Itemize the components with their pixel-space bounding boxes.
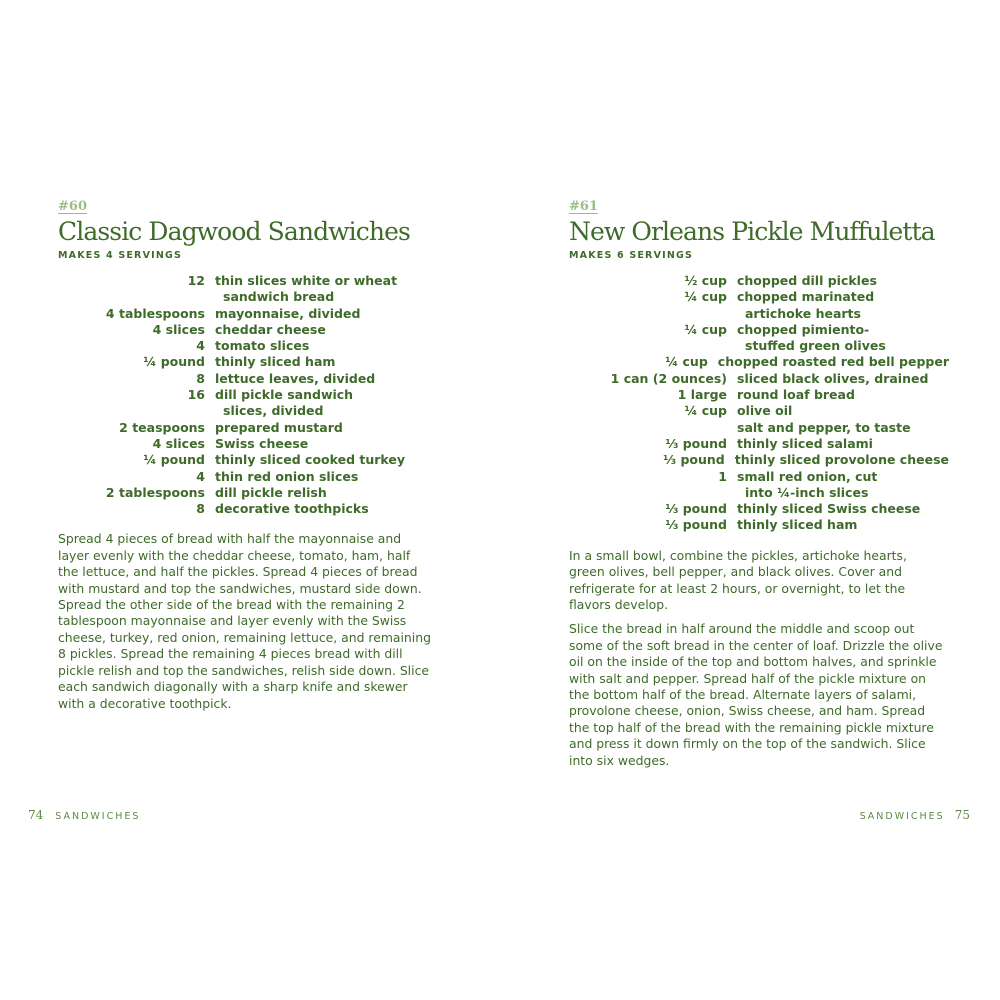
ingredient-name-line: thinly sliced cooked turkey [215,452,406,468]
ingredient-row [569,354,949,370]
ingredient-quantity [569,420,737,436]
section-name: SANDWICHES [55,811,141,822]
ingredient-quantity: ¼ pound [143,452,205,468]
ingredient-quantity: 2 tablespoons [105,484,205,500]
page-footer [860,808,970,822]
ingredient-name-line: decorative toothpicks [215,501,369,517]
ingredient-name [718,354,949,370]
ingredient-name [737,469,949,502]
ingredient-name [215,501,438,517]
page-number: 74 [28,808,44,822]
ingredient-name-line: slices, divided [223,403,324,419]
method-text [569,548,944,769]
right-page [500,0,1000,1000]
ingredient-row [569,403,949,419]
ingredient-name [215,452,438,468]
ingredient-row [58,485,438,501]
ingredient-name-line: sliced black olives, drained [737,370,929,386]
recipe-number: #60 [58,199,87,214]
ingredient-name [737,289,949,322]
ingredient-name [215,436,438,452]
recipe-title: New Orleans Pickle Muffuletta [569,217,935,246]
ingredient-quantity: 8 [196,501,205,517]
ingredient-row [569,322,949,355]
ingredient-quantity: 1 large [677,387,727,403]
ingredient-row [58,306,438,322]
ingredient-row [569,452,949,468]
ingredient-row [58,469,438,485]
ingredient-name-line: into ¼-inch slices [745,484,869,500]
ingredient-quantity: 4 slices [152,435,205,451]
ingredient-name-line: salt and pepper, to taste [737,419,911,435]
recipe-60 [58,199,438,720]
ingredient-row [569,517,949,533]
page-number: 75 [954,808,970,822]
method-paragraph: In a small bowl, combine the pickles, artichoke hearts, green olives, bell pepper, and black olives. Cover and refrigerate for at least 2 hours, or overnight, to let the flavors develop. [569,547,907,612]
ingredient-name [737,403,949,419]
ingredient-name-line: chopped dill pickles [737,273,877,288]
ingredient-name-line: small red onion, cut [737,468,878,484]
ingredient-name [737,436,949,452]
ingredient-row [569,273,949,289]
ingredient-row [569,371,949,387]
ingredient-name [737,420,949,436]
ingredient-name [215,338,438,354]
ingredient-row [58,371,438,387]
recipe-number: #61 [569,199,598,214]
ingredient-quantity: 1 [718,468,727,484]
ingredient-name-line: thinly sliced Swiss cheese [737,501,921,517]
ingredient-name-line: artichoke hearts [745,305,861,321]
ingredient-quantity: 16 [187,387,205,403]
ingredient-name-line: prepared mustard [215,419,343,435]
ingredient-name [735,452,949,468]
ingredient-quantity: ¼ cup [684,403,727,419]
ingredient-name-line: olive oil [737,403,793,419]
ingredient-row [58,338,438,354]
ingredient-quantity: 8 [196,370,205,386]
ingredient-name-line: thin slices white or wheat [215,273,398,288]
ingredient-name [215,485,438,501]
ingredient-name [215,273,438,306]
ingredient-quantity: ½ cup [684,273,727,288]
ingredient-row [58,501,438,517]
ingredient-name [737,273,949,289]
servings-label: MAKES 4 SERVINGS [58,250,183,261]
ingredient-name [215,322,438,338]
section-name: SANDWICHES [859,811,945,822]
ingredient-list [569,273,949,534]
ingredient-row [58,436,438,452]
servings-label: MAKES 6 SERVINGS [569,250,694,261]
ingredient-name-line: thinly sliced ham [737,517,858,533]
ingredient-list [58,273,438,517]
ingredient-name-line: thinly sliced ham [215,354,336,370]
ingredient-name-line: tomato slices [215,338,310,354]
ingredient-row [58,452,438,468]
ingredient-name-line: thinly sliced provolone cheese [734,452,949,468]
method-text [58,531,433,711]
ingredient-name-line: chopped marinated [737,289,875,305]
ingredient-name-line: dill pickle sandwich [215,387,354,403]
ingredient-name-line: thin red onion slices [215,468,359,484]
ingredient-quantity: 1 can (2 ounces) [610,370,727,386]
ingredient-quantity: ⅓ pound [663,452,725,468]
ingredient-name-line: lettuce leaves, divided [215,370,376,386]
method-paragraph: Spread 4 pieces of bread with half the mayonnaise and layer evenly with the cheddar cheese, tomato, ham, half the lettuce, and half the pickles. Spread 4 pieces of bread with mustard and top the sandwiches, mustard side down. Spread the other side of the bread with the remaining 2 tablespoon mayonnaise and layer evenly with the Swiss cheese, turkey, red onion, remaining lettuce, and remaining 8 pickles. Spread the remaining 4 pieces bread with dill pickle relish and top the sandwiches, relish side down. Slice each sandwich diagonally with a sharp knife and skewer with a decorative toothpick. [58,531,431,711]
ingredient-name [215,354,438,370]
ingredient-quantity: 4 [196,468,205,484]
ingredient-name-line: chopped roasted red bell pepper [717,354,949,370]
ingredient-name [737,501,949,517]
page-footer [28,808,140,822]
ingredient-quantity: 12 [187,273,205,288]
ingredient-row [569,420,949,436]
ingredient-row [569,501,949,517]
ingredient-quantity: 4 slices [152,321,205,337]
ingredient-quantity: ¼ cup [684,321,727,337]
ingredient-name-line: dill pickle relish [215,484,327,500]
ingredient-name [215,420,438,436]
ingredient-row [58,273,438,306]
ingredient-row [58,322,438,338]
ingredient-name [215,371,438,387]
ingredient-row [58,354,438,370]
ingredient-quantity: ¼ cup [684,289,727,305]
ingredient-name-line: cheddar cheese [215,321,326,337]
ingredient-name-line: thinly sliced salami [737,435,873,451]
ingredient-name-line: sandwich bread [223,289,335,305]
ingredient-quantity: 2 teaspoons [119,419,205,435]
ingredient-name [215,306,438,322]
ingredient-name-line: mayonnaise, divided [215,305,361,321]
recipe-61 [569,199,949,777]
ingredient-quantity: ⅓ pound [665,501,727,517]
ingredient-name-line: round loaf bread [737,387,855,403]
ingredient-name [737,322,949,355]
ingredient-name-line: Swiss cheese [215,435,309,451]
ingredient-quantity: ¼ cup [665,354,708,370]
ingredient-name [215,387,438,420]
ingredient-quantity: 4 [196,338,205,354]
recipe-title: Classic Dagwood Sandwiches [58,217,410,246]
ingredient-name [215,469,438,485]
ingredient-row [58,387,438,420]
ingredient-quantity: ⅓ pound [665,435,727,451]
ingredient-row [569,289,949,322]
ingredient-name [737,517,949,533]
ingredient-quantity: 4 tablespoons [105,305,205,321]
ingredient-name [737,371,949,387]
ingredient-quantity: ⅓ pound [665,517,727,533]
ingredient-row [569,387,949,403]
ingredient-row [569,436,949,452]
ingredient-row [58,420,438,436]
ingredient-name-line: chopped pimiento- [737,321,870,337]
ingredient-quantity: ¼ pound [143,354,205,370]
ingredient-name [737,387,949,403]
ingredient-name-line: stuffed green olives [745,338,886,354]
ingredient-row [569,469,949,502]
method-paragraph: Slice the bread in half around the middle and scoop out some of the soft bread in the center of loaf. Drizzle the olive oil on the inside of the top and bottom halves, and sprinkle with salt and pepper. Spread half of the pickle mixture on the bottom half of the bread. Alternate layers of salami, provolone cheese, onion, Swiss cheese, and ham. Spread the top half of the bread with the remaining pickle mixture and press it down firmly on the top of the sandwich. Slice into six wedges. [569,621,943,768]
